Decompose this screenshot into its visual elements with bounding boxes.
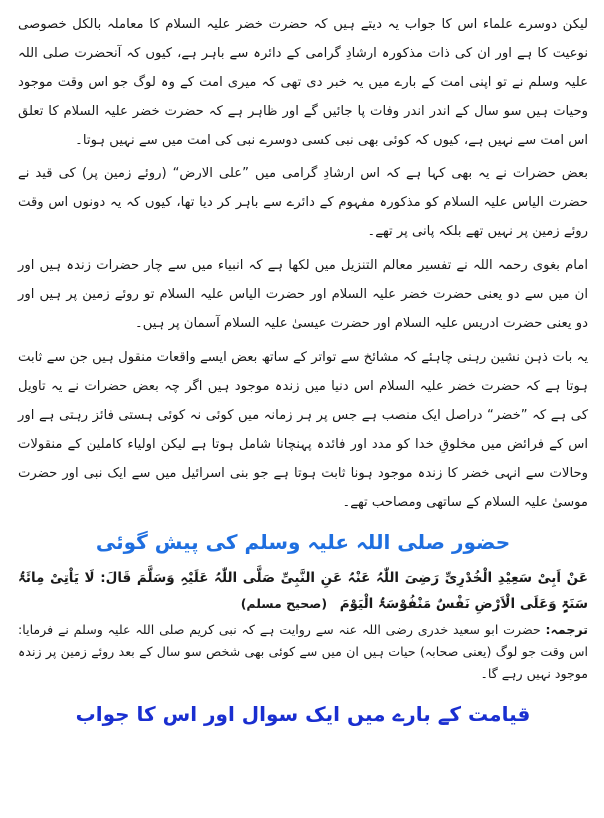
paragraph-scholars-reply: لیکن دوسرے علماء اس کا جواب یہ دیتے ہیں کہ حضرت خضر علیہ السلام کا معاملہ بالکل خصوصی نوعیت کا ہے اور ان کی ذات مذکورہ ارشادِ گرامی کے دائرہ سے باہر ہے، کیوں کہ آنحضرت صلی اللہ علیہ وسلم نے تو اپنی امت کے بارے میں یہ خبر دی تھی کہ میری امت کے وہ لوگ جو اس وقت موجود وحیات ہیں سو سال کے اندر اندر وفات پا جائیں گے اور ظاہر ہے کہ حضرت خضر علیہ السلام کا تعلق اس امت سے نہیں ہے، کیوں کہ کوئی بھی نبی کسی دوسرے نبی کی امت میں سے نہیں ہوتا۔ [18,17,588,148]
paragraph-imam-baghawi: امام بغوی رحمہ اللہ نے تفسیر معالم التنزیل میں لکھا ہے کہ انبیاء میں سے چار حضرات زندہ ہیں اور ان میں سے دو یعنی حضرت خضر علیہ السلام اور حضرت الیاس علیہ السلام تو روئے زمین پر ہیں اور دو یعنی حضرت ادریس علیہ السلام اور حضرت عیسیٰ علیہ السلام آسمان پر ہیں۔ [18,258,588,331]
paragraph-mashaikh-reports: یہ بات ذہن نشین رہنی چاہئے کہ مشائخ سے تواتر کے ساتھ بعض ایسے واقعات منقول ہیں جن سے ثابت ہوتا ہے کہ حضرت خضر علیہ السلام اس دنیا میں زندہ موجود ہیں اگر چہ بعض حضرات نے یہ تاویل کی ہے کہ ”خضر“ دراصل ایک منصب ہے جس پر ہر زمانہ میں کوئی نہ کوئی ہستی فائز رہتی ہے اور اس کے فرائض میں مخلوقِ خدا کو مدد اور فائدہ پہنچانا شامل ہوتا ہے لیکن اولیاء کاملین کے منقولات وحالات سے انہی خضر کا زندہ موجود ہونا ثابت ہوتا ہے جو بنی اسرائیل میں سے ایک نبی اور حضرت موسیٰ علیہ السلام کے ساتھی ومصاحب تھے۔ [18,350,588,510]
translation-body: حضرت ابو سعید خدری رضی اللہ عنہ سے روایت ہے کہ نبی کریم صلی اللہ علیہ وسلم نے فرمایا: اس وقت جو لوگ (یعنی صحابہ) حیات ہیں ان میں سے کوئی بھی شخص سو سال کے بعد روئے زمین پر زندہ موجود نہیں رہے گا۔ [18,622,588,681]
hadith-arabic-text [18,565,588,617]
hadith-arabic-body: عَنْ اَبِیْ سَعِیْدِ الْخُدْرِیِّ رَضِیَ اللّٰہُ عَنْہُ عَنِ النَّبِیِّ صَلَّی اللّٰہُ عَلَیْہِ وَسَلَّمَ قَالَ: لَا یَاْتِیْ مِائَۃُ سَنَۃٍ وَعَلَی الْاَرْضِ نَفْسٌ مَنْفُوْسَۃُ الْیَوْمَ [18,570,588,612]
section-heading-qiyamat-question: قیامت کے بارے میں ایک سوال اور اس کا جواب [75,702,531,726]
section-heading-prophecy: حضور صلی اللہ علیہ وسلم کی پیش گوئی [95,530,511,554]
paragraph-ala-al-ard: بعض حضرات نے یہ بھی کہا ہے کہ اس ارشادِ گرامی میں ”علی الارض“ (روئے زمین پر) کی قید نے حضرت الیاس علیہ السلام کو مذکورہ مفہوم کے دائرے سے باہر کر دیا تھا، کیوں کہ یہ دونوں اس وقت روئے زمین پر نہیں تھے بلکہ پانی پر تھے۔ [18,166,588,239]
hadith-translation [18,619,588,685]
hadith-reference: (صحیح مسلم) [240,596,328,611]
translation-label: ترجمہ: [545,622,588,637]
